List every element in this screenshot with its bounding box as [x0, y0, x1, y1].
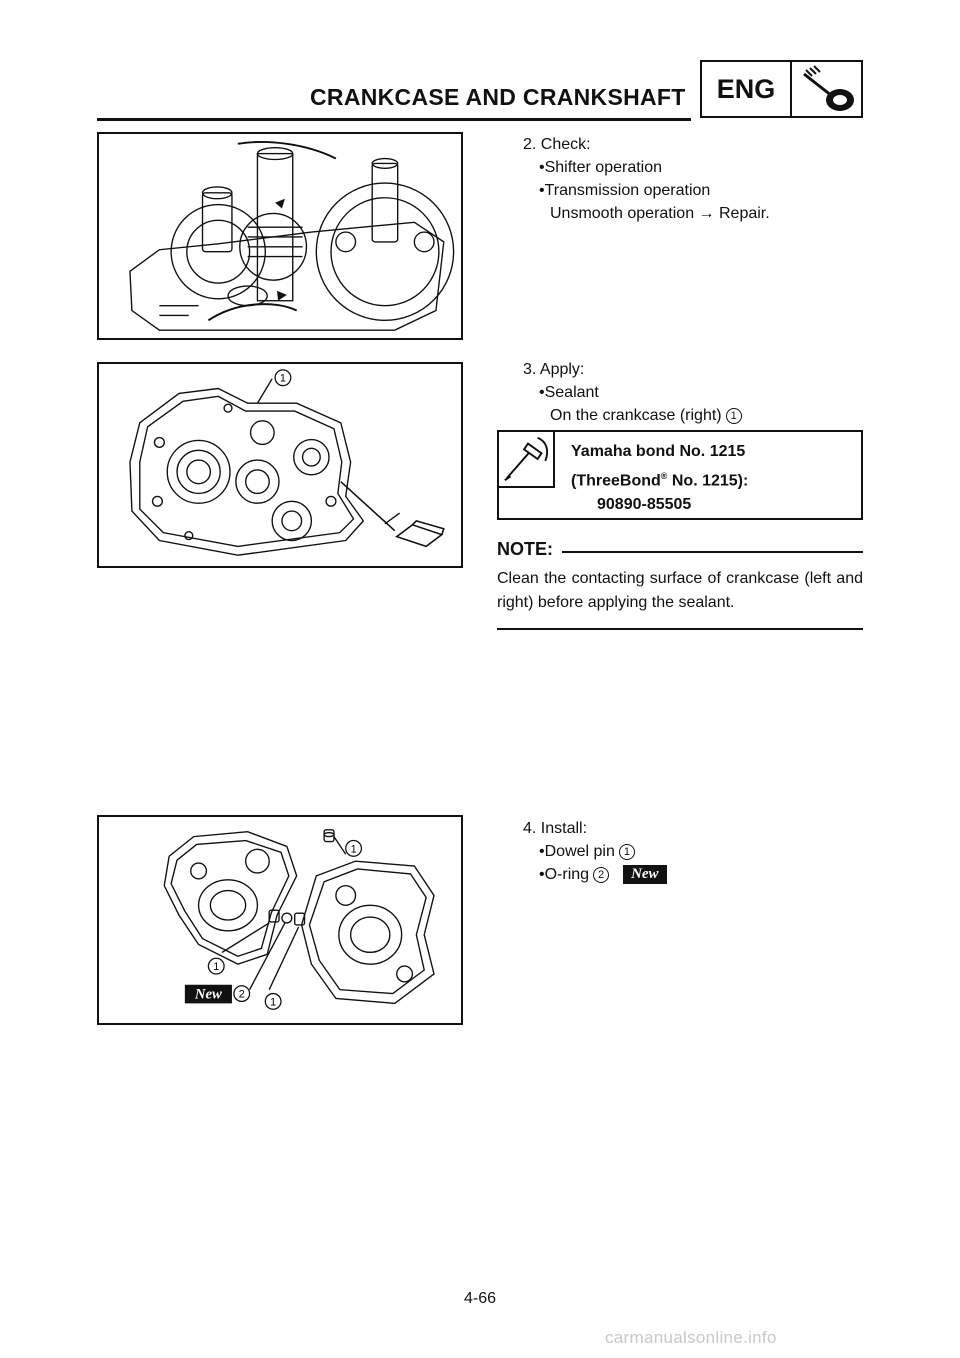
step-2-heading: [497, 133, 863, 156]
page-number: 4-66: [463, 1290, 497, 1307]
list-item-text: Dowel pin: [544, 843, 615, 860]
list-item-text: O-ring: [544, 866, 590, 883]
section-label: ENG: [702, 62, 792, 116]
step-number: 2.: [523, 136, 537, 153]
step-action: Apply:: [539, 361, 585, 378]
list-item: [497, 863, 863, 886]
note-heading: NOTE:: [497, 539, 553, 559]
sealant-tool-icon: [499, 432, 555, 488]
note-rule-top: [562, 551, 863, 553]
callout-ref: 1: [726, 408, 742, 424]
callout-2: 2: [238, 988, 245, 1001]
step-3: [497, 358, 863, 427]
tool-alt-suffix: No. 1215):: [667, 472, 749, 490]
bullet: •: [539, 866, 545, 883]
step-action: Install:: [540, 820, 588, 837]
registered-mark: ®: [660, 471, 668, 481]
step-number: 4.: [523, 820, 537, 837]
tool-name: Yamaha bond No. 1215: [571, 443, 746, 460]
list-item: [497, 179, 863, 202]
bullet: •: [539, 182, 545, 199]
list-item-text: Transmission operation: [544, 182, 711, 199]
bullet: •: [539, 384, 545, 401]
new-badge: New: [623, 865, 667, 884]
step-4: [497, 817, 863, 886]
step-number: 3.: [523, 361, 537, 378]
sealant-spec-box: [497, 430, 863, 520]
result-text: Unsmooth operation: [550, 205, 695, 222]
new-badge: New: [194, 986, 222, 1003]
step-3-heading: [497, 358, 863, 381]
result-action: Repair.: [719, 205, 770, 222]
header-rule: [97, 118, 691, 121]
step-2: [497, 133, 863, 225]
part-number: 90890-85505: [597, 496, 692, 514]
sealant-figure: [97, 362, 463, 568]
transmission-figure: [97, 132, 463, 340]
detail-text: On the crankcase (right): [550, 407, 722, 424]
dowel-pin-figure: [97, 815, 463, 1025]
step-2-result: [497, 202, 863, 225]
step-action: Check:: [540, 136, 591, 153]
callout-1: 1: [270, 996, 277, 1009]
callout-1: 1: [279, 372, 286, 385]
bullet: •: [539, 843, 545, 860]
list-item: [497, 381, 863, 404]
list-item: [497, 840, 863, 863]
note-body: Clean the contacting surface of crankcase (left and right) before applying the sealant.: [497, 570, 863, 611]
list-item: [497, 156, 863, 179]
tool-spec: [571, 440, 748, 517]
engine-icon: [792, 62, 861, 116]
step-3-detail: [497, 404, 863, 427]
list-item-text: Shifter operation: [544, 159, 663, 176]
callout-1: 1: [213, 961, 220, 974]
note-rule-bottom: [497, 628, 863, 630]
step-4-heading: [497, 817, 863, 840]
tool-alt-prefix: (ThreeBond: [571, 472, 661, 490]
section-badge: [700, 60, 863, 118]
callout-ref: 2: [593, 867, 609, 883]
tool-alt-name: [571, 464, 748, 493]
watermark: carmanualsonline.info: [605, 1328, 777, 1347]
bullet: •: [539, 159, 545, 176]
callout-ref: 1: [619, 844, 635, 860]
arrow-icon: →: [698, 205, 715, 222]
page-title: CRANKCASE AND CRANKSHAFT: [310, 84, 686, 110]
list-item-text: Sealant: [544, 384, 599, 401]
callout-1: 1: [350, 843, 357, 856]
